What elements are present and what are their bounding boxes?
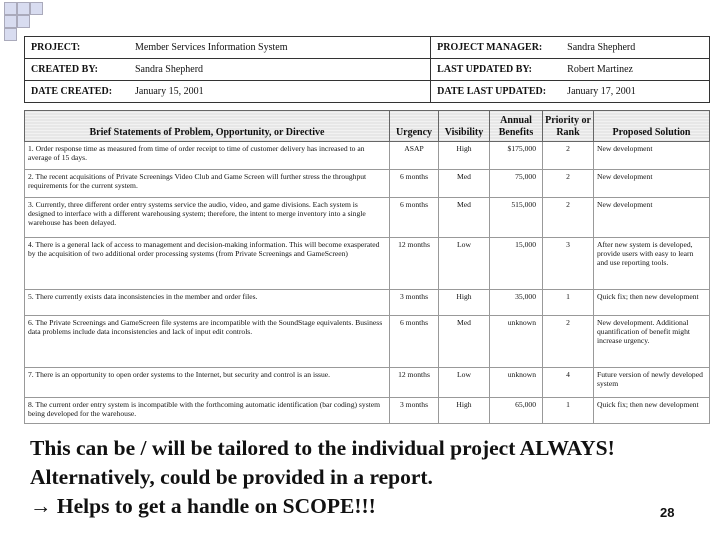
created-by-label: CREATED BY: (25, 59, 130, 81)
column-header-statement: Brief Statements of Problem, Opportunity, or Directive (25, 111, 390, 142)
statement-cell: 1. Order response time as measured from time of order receipt to time of customer delivery has increased to an average of 15 days. (25, 142, 390, 170)
benefits-cell: 15,000 (490, 238, 543, 290)
commentary-line-3-text: Helps to get a handle on SCOPE!!! (51, 494, 376, 518)
manager-label: PROJECT MANAGER: (431, 37, 562, 59)
date-updated-label: DATE LAST UPDATED: (431, 81, 562, 103)
benefits-cell: unknown (490, 316, 543, 368)
slide-commentary (30, 434, 710, 521)
table-header-row (25, 111, 710, 142)
project-label: PROJECT: (25, 37, 130, 59)
benefits-cell: 515,000 (490, 198, 543, 238)
solution-cell: After new system is developed, provide users with easy to learn and use reporting tools. (594, 238, 710, 290)
urgency-cell: 6 months (390, 316, 439, 368)
benefits-cell: $175,000 (490, 142, 543, 170)
priority-cell: 2 (543, 198, 594, 238)
solution-cell: New development (594, 198, 710, 238)
updated-by-value: Robert Martinez (561, 59, 709, 81)
urgency-cell: 12 months (390, 238, 439, 290)
visibility-cell: Low (439, 368, 490, 398)
statement-cell: 7. There is an opportunity to open order systems to the Internet, but security and control is an issue. (25, 368, 390, 398)
corner-square (17, 2, 30, 15)
project-header-table (24, 36, 710, 103)
statement-cell: 5. There currently exists data inconsistencies in the member and order files. (25, 290, 390, 316)
statement-cell: 8. The current order entry system is incompatible with the forthcoming automatic identification (bar coding) system being developed for the warehouse. (25, 398, 390, 424)
column-header-urgency: Urgency (390, 111, 439, 142)
corner-square (4, 28, 17, 41)
visibility-cell: High (439, 142, 490, 170)
created-by-value: Sandra Shepherd (129, 59, 431, 81)
solution-cell: Quick fix; then new development (594, 290, 710, 316)
problem-statement-table (24, 110, 710, 424)
table-row (25, 142, 710, 170)
manager-value: Sandra Shepherd (561, 37, 709, 59)
commentary-line-1: This can be / will be tailored to the individual project ALWAYS! (30, 436, 615, 460)
table-row (25, 316, 710, 368)
corner-square (4, 2, 17, 15)
column-header-solution: Proposed Solution (594, 111, 710, 142)
benefits-cell: 65,000 (490, 398, 543, 424)
benefits-cell: 35,000 (490, 290, 543, 316)
visibility-cell: Low (439, 238, 490, 290)
urgency-cell: 3 months (390, 290, 439, 316)
urgency-cell: 12 months (390, 368, 439, 398)
benefits-cell: 75,000 (490, 170, 543, 198)
solution-cell: Future version of newly developed system (594, 368, 710, 398)
visibility-cell: High (439, 290, 490, 316)
corner-square (17, 15, 30, 28)
priority-cell: 3 (543, 238, 594, 290)
date-updated-value: January 17, 2001 (567, 86, 636, 97)
date-created-value: January 15, 2001 (135, 86, 204, 97)
column-header-visibility: Visibility (439, 111, 490, 142)
table-row (25, 368, 710, 398)
corner-square (30, 2, 43, 15)
statement-cell: 4. There is a general lack of access to management and decision-making information. This will become exasperated by the acquisition of two additional order processing systems (from Private Screenings and GameScreen) (25, 238, 390, 290)
statement-cell: 3. Currently, three different order entry systems service the audio, video, and game divisions. Each system is designed to interface with a different warehousing system; therefore, the intent to merge inventory into a single warehouse has been delayed. (25, 198, 390, 238)
urgency-cell: ASAP (390, 142, 439, 170)
solution-cell: New development (594, 142, 710, 170)
commentary-line-3 (30, 492, 710, 521)
arrow-right-icon: → (30, 494, 52, 518)
priority-cell: 1 (543, 290, 594, 316)
table-row (25, 290, 710, 316)
commentary-line-2: Alternatively, could be provided in a report. (30, 465, 433, 489)
column-header-benefits: Annual Benefits (490, 111, 543, 142)
table-row (25, 238, 710, 290)
table-row (25, 170, 710, 198)
urgency-cell: 6 months (390, 170, 439, 198)
priority-cell: 2 (543, 316, 594, 368)
statement-cell: 2. The recent acquisitions of Private Screenings Video Club and Game Screen will further stress the throughput requirements for the current system. (25, 170, 390, 198)
statement-cell: 6. The Private Screenings and GameScreen file systems are incompatible with the SoundStage equivalents. Business data problems include data inconsistencies and lack of input edit controls. (25, 316, 390, 368)
priority-cell: 4 (543, 368, 594, 398)
solution-cell: Quick fix; then new development (594, 398, 710, 424)
urgency-cell: 3 months (390, 398, 439, 424)
corner-square (4, 15, 17, 28)
priority-cell: 2 (543, 142, 594, 170)
table-row (25, 198, 710, 238)
visibility-cell: Med (439, 316, 490, 368)
visibility-cell: Med (439, 198, 490, 238)
priority-cell: 2 (543, 170, 594, 198)
page-number: 28 (660, 505, 675, 520)
solution-cell: New development. Additional quantification of benefit might increase urgency. (594, 316, 710, 368)
priority-cell: 1 (543, 398, 594, 424)
benefits-cell: unknown (490, 368, 543, 398)
column-header-priority: Priority or Rank (543, 111, 594, 142)
visibility-cell: Med (439, 170, 490, 198)
date-created-label: DATE CREATED: (31, 86, 113, 97)
updated-by-label: LAST UPDATED BY: (431, 59, 562, 81)
project-value: Member Services Information System (129, 37, 431, 59)
solution-cell: New development (594, 170, 710, 198)
table-row (25, 398, 710, 424)
visibility-cell: High (439, 398, 490, 424)
corner-decoration (0, 0, 60, 40)
urgency-cell: 6 months (390, 198, 439, 238)
